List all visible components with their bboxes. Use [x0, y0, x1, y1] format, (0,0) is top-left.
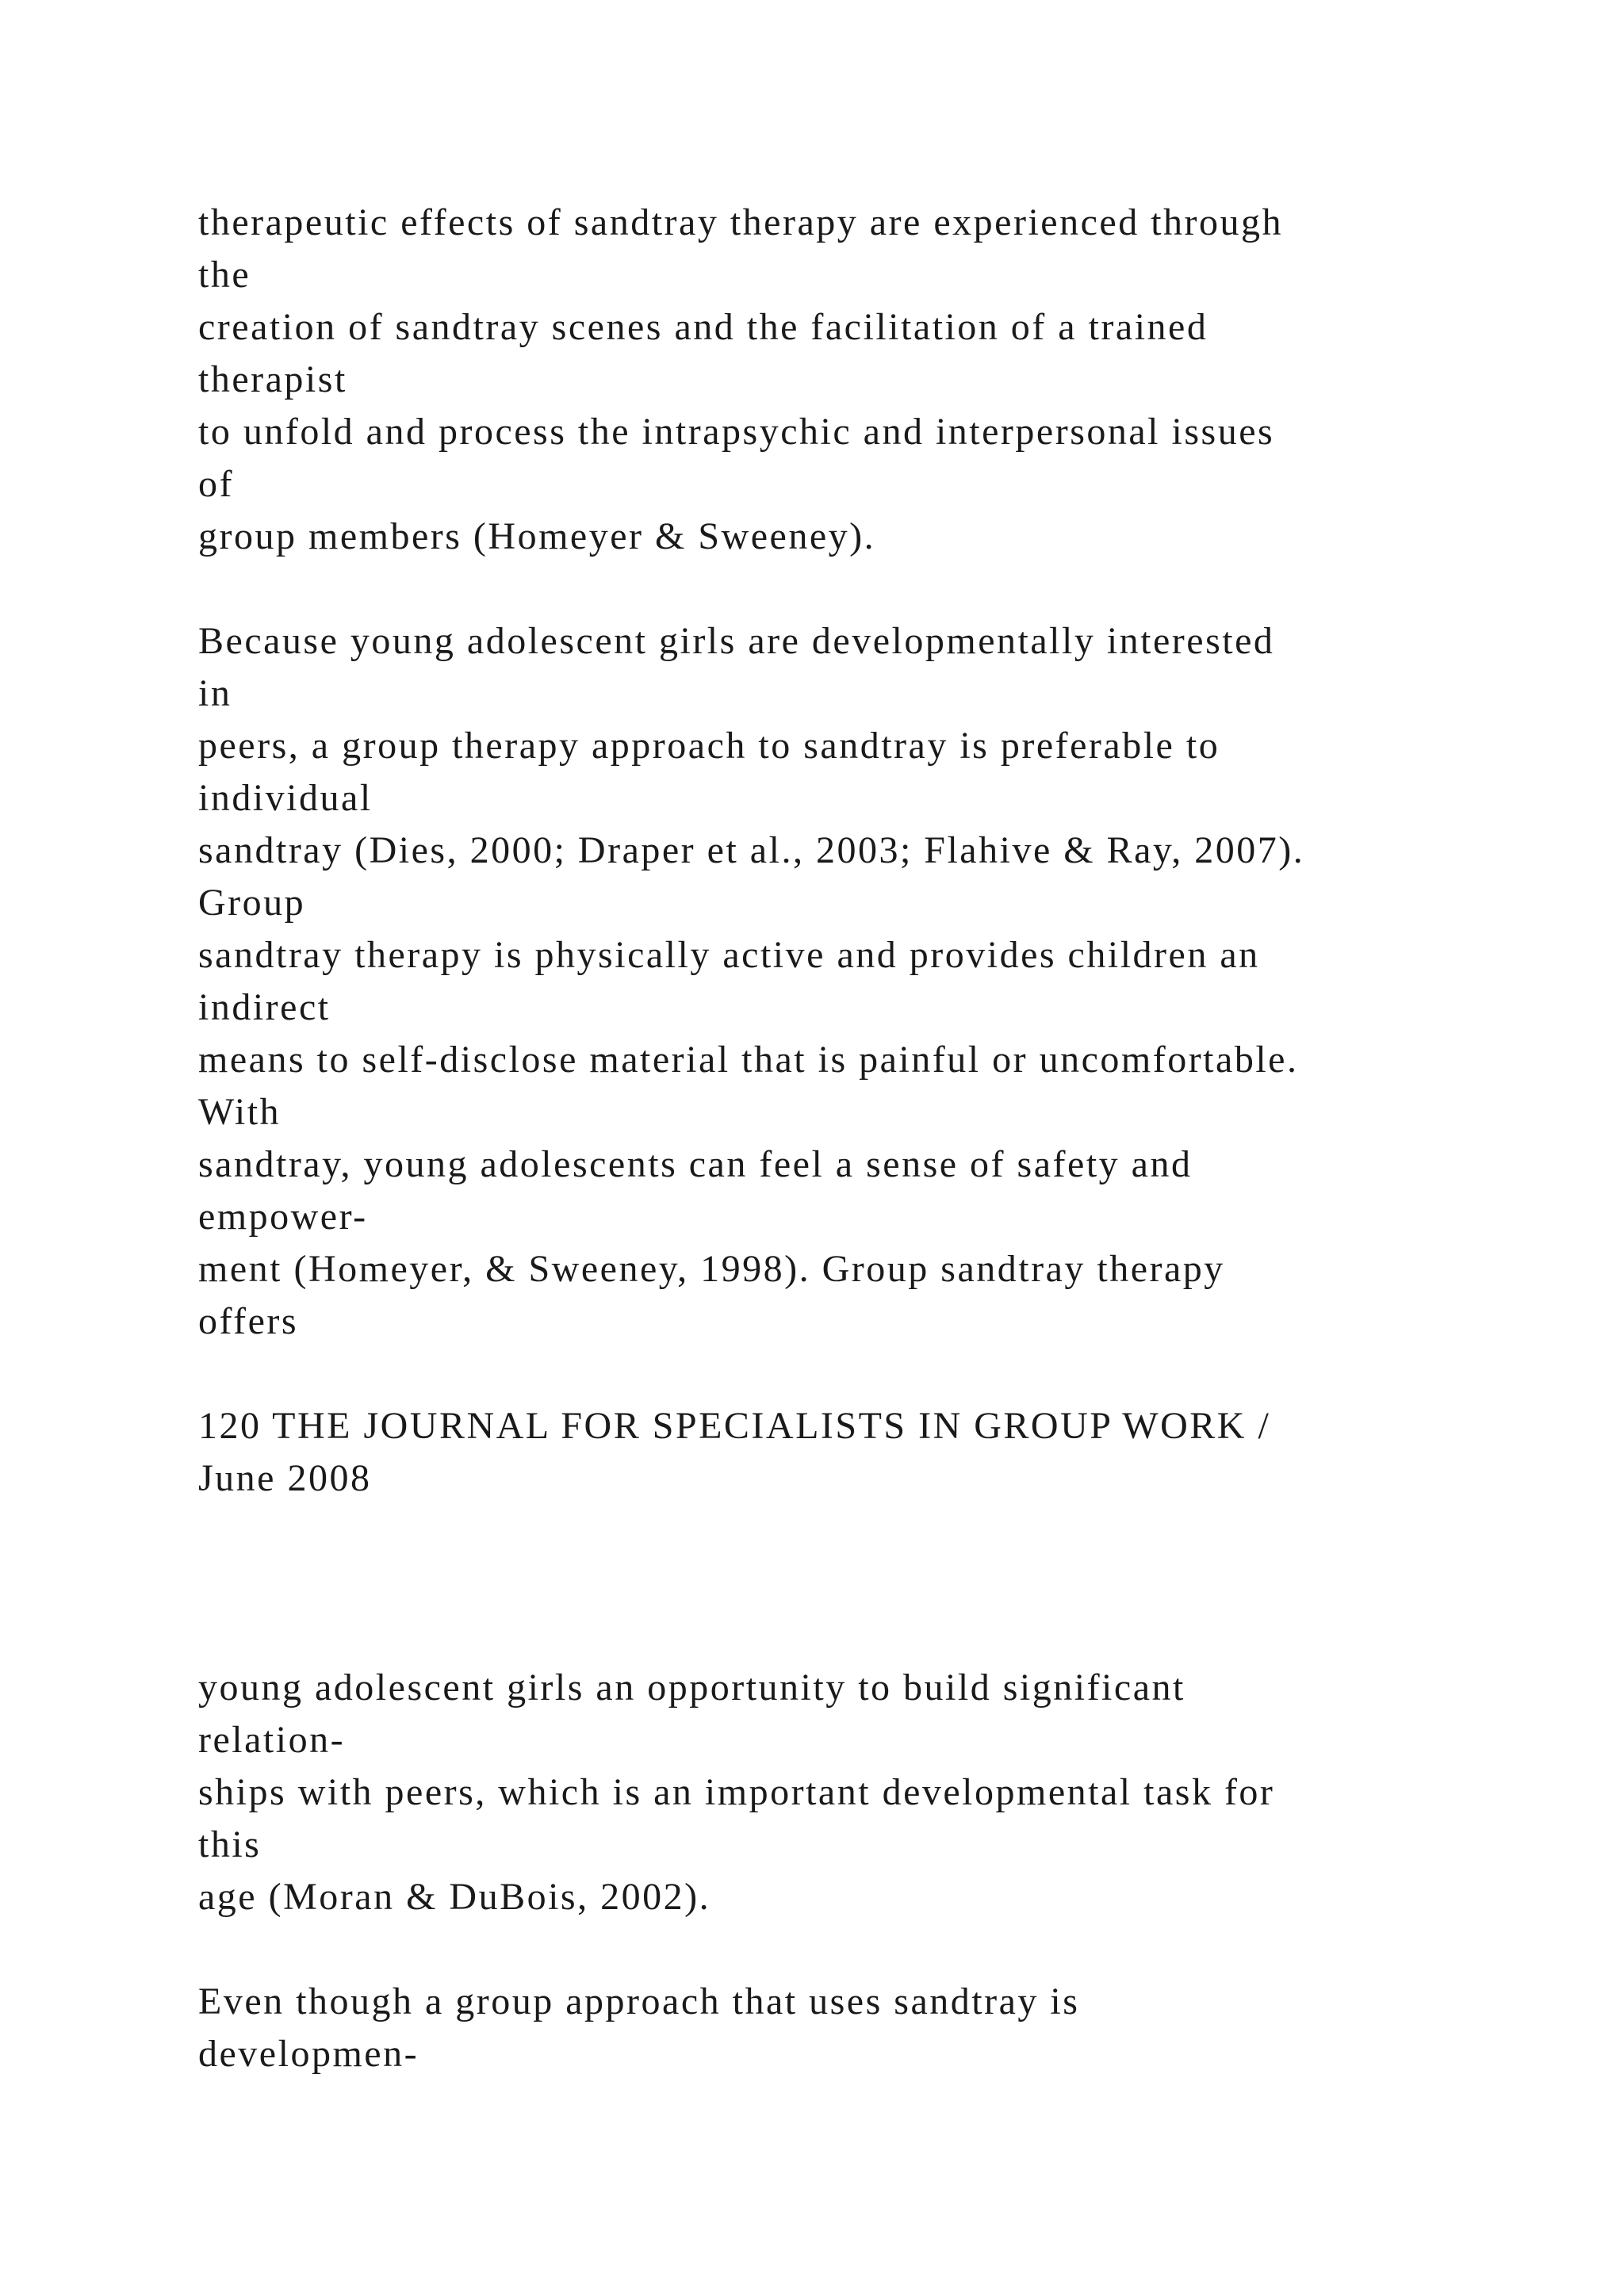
text-line: therapist	[198, 358, 347, 400]
text-line: in	[198, 672, 232, 714]
text-line: young adolescent girls an opportunity to build significant	[198, 1667, 1185, 1709]
text-line: creation of sandtray scenes and the facilitation of a trained	[198, 306, 1208, 348]
text-line: Even though a group approach that uses sandtray is	[198, 1980, 1080, 2022]
text-line: of	[198, 463, 234, 505]
text-line: Group	[198, 882, 306, 924]
footer-line: 120 THE JOURNAL FOR SPECIALISTS IN GROUP WORK /	[198, 1405, 1271, 1447]
text-line: group members (Homeyer & Sweeney).	[198, 515, 876, 557]
text-line: sandtray, young adolescents can feel a sense of safety and	[198, 1143, 1193, 1185]
text-line: sandtray therapy is physically active and provides children an	[198, 934, 1260, 976]
footer-line: June 2008	[198, 1457, 372, 1499]
text-line: ships with peers, which is an important developmental task for	[198, 1771, 1275, 1813]
text-line: offers	[198, 1300, 299, 1342]
text-line: With	[198, 1091, 282, 1133]
text-line: age (Moran & DuBois, 2002).	[198, 1876, 711, 1918]
text-line: relation-	[198, 1719, 346, 1761]
text-line: therapeutic effects of sandtray therapy are experienced through	[198, 201, 1284, 243]
text-line: developmen-	[198, 2033, 419, 2075]
text-line: individual	[198, 777, 373, 819]
text-line: ment (Homeyer, & Sweeney, 1998). Group sandtray therapy	[198, 1248, 1225, 1290]
text-line: empower-	[198, 1196, 368, 1238]
text-line: to unfold and process the intrapsychic and interpersonal issues	[198, 411, 1275, 453]
text-line: Because young adolescent girls are developmentally interested	[198, 620, 1275, 662]
text-line: means to self-disclose material that is painful or uncomfortable.	[198, 1039, 1299, 1081]
text-line: peers, a group therapy approach to sandtray is preferable to	[198, 725, 1220, 767]
text-line: the	[198, 254, 251, 296]
text-line: indirect	[198, 986, 331, 1028]
text-line: this	[198, 1823, 262, 1866]
text-line: sandtray (Dies, 2000; Draper et al., 2003; Flahive & Ray, 2007).	[198, 829, 1305, 871]
